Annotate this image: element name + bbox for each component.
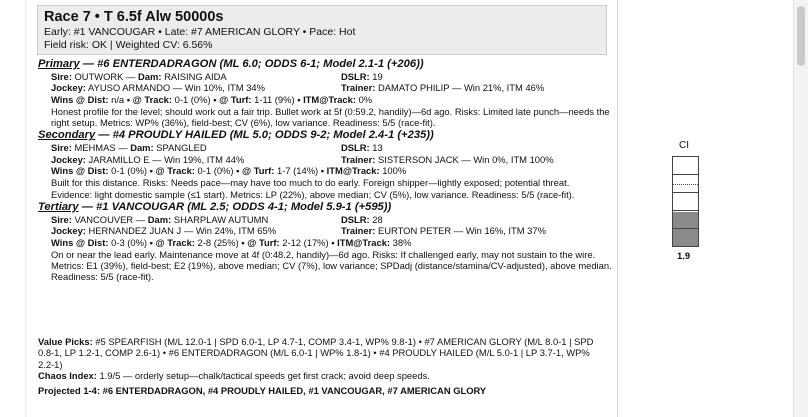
race-header (37, 5, 607, 55)
primary-track-label: • @ Track: (126, 93, 173, 105)
primary-connections-row (38, 82, 613, 93)
tertiary-breeding: Sire: VANCOUVER — Dam: SHARPLAW AUTUMN (51, 213, 269, 225)
primary-jockey-label: Jockey: (51, 82, 86, 94)
secondary-analysis: Built for this distance. Risks: Needs pace—may have too much to do early. Foreign shipper—lightly exposed; potential threat. Evidence: light domestic sample (≤1 start). Metrics: LP (22%), above median; CV (5%), low variance. Readiness: 5/5 (race-fit). (51, 177, 575, 200)
tertiary-dslr-value: 28 (372, 213, 383, 225)
projected-label: Projected 1-4: (38, 385, 100, 397)
primary-stats (38, 94, 613, 105)
tertiary-dist-value: 0-3 (0%) (111, 236, 148, 248)
tertiary-dslr (341, 214, 613, 225)
secondary-breeding-row (38, 142, 613, 153)
secondary-dist-value: 0-1 (0%) (111, 165, 148, 177)
tertiary-trainer-value: EURTON PETER — Win 16%, ITM 37% (378, 225, 546, 237)
secondary-dslr-value: 13 (372, 142, 383, 154)
primary-sire: OUTWORK (74, 71, 124, 82)
primary-trainer-value: DAMATO PHILIP — Win 21%, ITM 46% (378, 82, 545, 94)
primary-track-value: 0-1 (0%) (174, 93, 211, 105)
scrollbar-thumb[interactable] (797, 6, 805, 66)
secondary-heading-text: — #4 PROUDLY HAILED (ML 5.0; ODDS 9-2; Model 2.4-1 (+235)) (95, 129, 434, 142)
race-pace-summary: Early: #1 VANCOUGAR • Late: #7 AMERICAN GLORY • Pace: Hot (44, 26, 356, 38)
tertiary-track-label: • @ Track: (149, 236, 195, 248)
value-picks-text: #5 SPEARFISH (M/L 12.0-1 | SPD 6.0-1, LP 4.7-1, COMP 3.4-1, WP% 9.8-1) • #7 AMERICAN GLORY (M/L 8.0-1 | SPD 0.8-1, LP 1.2-1, COMP 2.6-1) • #6 ENTERDADRAGON (M/L 6.0-1 | WP% 1.8-1) • #4 PROUDLY HAILED (M/L 5.0-1 | LP 3.7-1, WP% 2.2-1) (38, 336, 594, 370)
secondary-connections-row (38, 154, 613, 165)
tertiary-stats (38, 237, 613, 248)
chaos-index-text: 1.9/5 — orderly setup—chalk/tactical speeds get first crack; avoid deep speeds. (99, 369, 430, 381)
secondary-turf-label: • @ Turf: (236, 165, 275, 177)
primary-itm-label: • ITM@Track: (297, 93, 356, 105)
ci-gauge-segment-4 (673, 175, 698, 193)
tertiary-analysis: On or near the lead early. Maintenance move at 4f (0:48.2, handily)—6d ago. Risks: If challenged early, may not sustain to the wire. Metrics: E1 (39%), field-best; E2 (19%), above median; CV (7%), low variance; SPDadj (distance/stamina/CV-adjusted), above median. Readiness: 5/5 (race-fit). (51, 248, 612, 283)
secondary-breeding: Sire: MEHMAS — Dam: SPANGLED (51, 142, 207, 154)
ci-gauge (672, 156, 699, 247)
primary-dslr-label: DSLR: (341, 71, 370, 82)
tertiary-heading-text: — #1 VANCOUGAR (ML 2.5; ODDS 4-1; Model 5.9-1 (+595)) (78, 200, 392, 213)
tertiary-sire-label: Sire: (51, 213, 72, 225)
primary-heading (38, 58, 613, 71)
tertiary-connections-row (38, 225, 613, 236)
primary-trainer (341, 82, 613, 93)
secondary-sire-label: Sire: (51, 142, 72, 154)
primary-dslr-value: 19 (372, 71, 383, 82)
primary-turf-label: • @ Turf: (213, 93, 252, 105)
primary-dslr (341, 71, 613, 82)
primary-analysis: Honest profile for the level; should work out a fair trip. Bullet work at 5f (0:59.2, handily)—6d ago. Risks: Limited late punch—needs the right setup. Metrics: WP% (36%), field-best; CV (6%), low variance. Readiness: 5/5 (race-fit). (51, 105, 610, 129)
chaos-index (38, 370, 608, 381)
tertiary-breeding-row (38, 214, 613, 225)
primary-itm-value: 0% (358, 93, 373, 105)
secondary-itm-label: • ITM@Track: (320, 165, 380, 177)
tertiary-dam-label: Dam: (147, 213, 172, 225)
ci-gauge-value: 1.9 (677, 251, 691, 262)
sheet-left-edge (25, 0, 26, 417)
secondary-dslr-label: DSLR: (341, 142, 370, 154)
tertiary-trainer-label: Trainer: (341, 225, 376, 237)
secondary-dslr (341, 142, 613, 153)
tertiary-turf-value: 2-12 (17%) (282, 236, 329, 248)
race-field-risk: Field risk: OK | Weighted CV: 6.56% (44, 39, 213, 51)
sheet-right-edge (617, 0, 618, 417)
tertiary-itm-value: 38% (392, 236, 412, 248)
ci-gauge-segment-5 (673, 157, 698, 175)
tertiary-dslr-label: DSLR: (341, 213, 370, 225)
secondary-heading (38, 129, 613, 142)
tertiary-jockey-value: HERNANDEZ JUAN J — Win 24%, ITM 65% (88, 225, 277, 237)
projected-order (38, 385, 608, 396)
secondary-track-value: 0-1 (0%) (197, 165, 234, 177)
primary-dam: RAISING AIDA (164, 71, 227, 82)
secondary-stats (38, 165, 613, 176)
secondary-pick (38, 129, 613, 199)
tertiary-heading (38, 201, 613, 214)
secondary-dam-label: Dam: (130, 142, 154, 154)
primary-sire-label: Sire: (51, 71, 72, 82)
secondary-dist-label: Wins @ Dist: (51, 165, 109, 177)
primary-jockey (51, 82, 341, 93)
ci-gauge-segment-2 (673, 211, 698, 229)
chaos-index-label: Chaos Index: (38, 369, 97, 381)
primary-trainer-label: Trainer: (341, 82, 376, 94)
summary-block (38, 336, 608, 396)
primary-pick (38, 58, 613, 128)
race-title: Race 7 • T 6.5f Alw 50000s (44, 9, 224, 25)
tertiary-jockey-label: Jockey: (51, 225, 86, 237)
secondary-jockey (51, 154, 341, 165)
secondary-track-label: • @ Track: (149, 165, 195, 177)
tertiary-track-value: 2-8 (25%) (197, 236, 239, 248)
secondary-turf-value: 1-7 (14%) (277, 165, 319, 177)
ci-gauge-label: CI (679, 140, 689, 151)
secondary-jockey-value: JARAMILLO E — Win 19%, ITM 44% (88, 153, 245, 165)
primary-dist-label: Wins @ Dist: (51, 93, 109, 105)
secondary-trainer-value: SISTERSON JACK — Win 0%, ITM 100% (378, 153, 554, 165)
primary-jockey-value: AYUSO ARMANDO — Win 10%, ITM 34% (88, 82, 265, 94)
primary-breeding: Sire: OUTWORK — Dam: RAISING AIDA (51, 71, 227, 82)
secondary-itm-value: 100% (382, 165, 407, 177)
tertiary-dam: SHARPLAW AUTUMN (173, 213, 269, 225)
primary-dam-label: Dam: (138, 71, 162, 82)
primary-breeding-row (38, 71, 613, 82)
tertiary-trainer (341, 225, 613, 236)
primary-dist-value: n/a (111, 93, 125, 105)
projected-text: #6 ENTERDADRAGON, #4 PROUDLY HAILED, #1 VANCOUGAR, #7 AMERICAN GLORY (102, 385, 487, 397)
tertiary-sire: VANCOUVER (74, 213, 134, 225)
tertiary-rank: Tertiary (38, 200, 79, 213)
primary-heading-text: — #6 ENTERDADRAGON (ML 6.0; ODDS 6-1; Model 2.1-1 (+206)) (79, 58, 424, 70)
value-picks (38, 336, 608, 370)
value-picks-label: Value Picks: (38, 336, 93, 347)
primary-turf-value: 1-11 (9%) (254, 93, 295, 105)
tertiary-dist-label: Wins @ Dist: (51, 236, 109, 248)
tertiary-pick (38, 201, 613, 283)
tertiary-turf-label: • @ Turf: (241, 236, 280, 248)
secondary-trainer-label: Trainer: (341, 153, 376, 165)
secondary-trainer (341, 154, 613, 165)
picks-content (38, 58, 613, 284)
primary-rank: Primary (38, 58, 80, 70)
secondary-jockey-label: Jockey: (51, 153, 86, 165)
vertical-scrollbar[interactable] (793, 0, 808, 417)
ci-gauge-segment-3 (673, 193, 698, 211)
secondary-dam: SPANGLED (156, 142, 207, 154)
tertiary-itm-label: • ITM@Track: (331, 236, 391, 248)
tertiary-jockey (51, 225, 341, 236)
secondary-sire: MEHMAS (74, 142, 116, 154)
secondary-rank: Secondary (38, 129, 96, 142)
